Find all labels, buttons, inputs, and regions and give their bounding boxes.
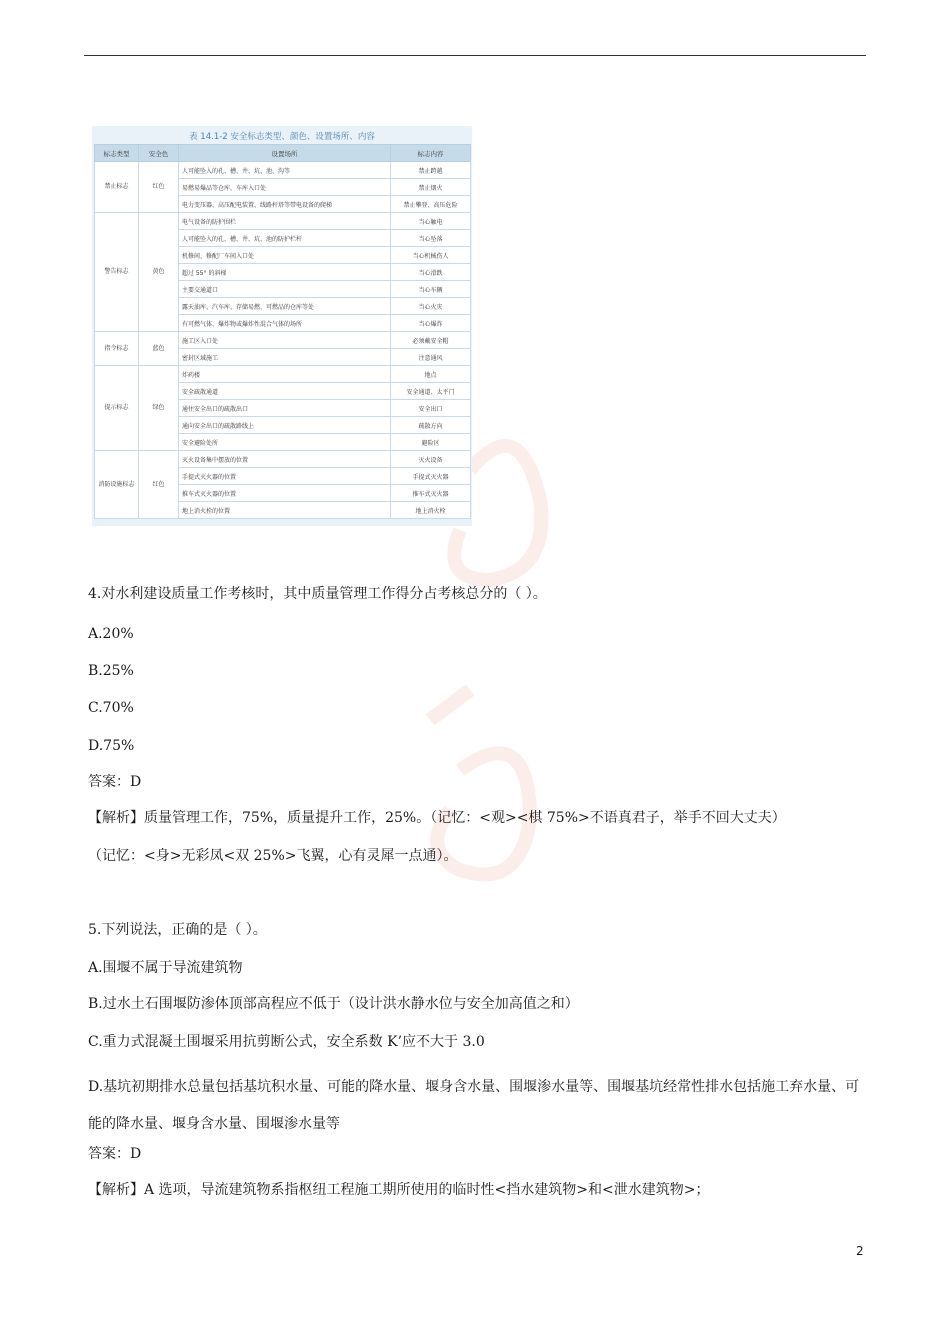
q5-option-d: D.基坑初期排水总量包括基坑积水量、可能的降水量、堰身含水量、围堰渗水量等、围堰基坑经常性排水包括施工弃水量、可能的降水量、堰身含水量、围堰渗水量等 — [88, 1079, 860, 1132]
content-cell: 当心坠落 — [391, 230, 471, 247]
content-cell: 禁止跨越 — [391, 162, 471, 179]
content-cell: 禁止烟火 — [391, 179, 471, 196]
place-cell: 机修间、修配厂车间入口处 — [179, 247, 391, 264]
table-header-row — [95, 145, 471, 162]
q4-option-a: A.20% — [88, 626, 134, 642]
sign-type-cell: 禁止标志 — [95, 162, 139, 213]
content-cell: 注意通风 — [391, 349, 471, 366]
q5-answer: 答案：D — [88, 1146, 142, 1162]
q4-option-d: D.75% — [88, 738, 135, 754]
content-cell: 地点 — [391, 366, 471, 383]
place-cell: 有可燃气体、爆炸物或爆炸性混合气体的场所 — [179, 315, 391, 332]
header-cell: 标志类型 — [95, 145, 139, 162]
safety-color-cell: 红色 — [139, 162, 179, 213]
place-cell: 灭火设备集中摆放的位置 — [179, 451, 391, 468]
q4-answer: 答案：D — [88, 774, 142, 790]
safety-sign-table — [94, 144, 471, 519]
place-cell: 人可能坠入的孔、槽、井、坑、池、沟等 — [179, 162, 391, 179]
safety-sign-table-image — [92, 126, 472, 526]
safety-color-cell: 蓝色 — [139, 332, 179, 366]
content-cell: 安全出口 — [391, 400, 471, 417]
header-rule — [84, 55, 866, 56]
sign-type-cell: 指令标志 — [95, 332, 139, 366]
page-number: 2 — [856, 1244, 864, 1258]
place-cell: 施工区入口处 — [179, 332, 391, 349]
place-cell: 推车式灭火器的位置 — [179, 485, 391, 502]
content-cell: 地上消火栓 — [391, 502, 471, 519]
place-cell: 通往安全出口的疏散出口 — [179, 400, 391, 417]
table-row — [95, 366, 471, 383]
place-cell: 电力变压器、高压配电装置、线路杆塔等带电设备的爬梯 — [179, 196, 391, 213]
place-cell: 超过 55° 的斜梯 — [179, 264, 391, 281]
content-cell: 当心机械伤人 — [391, 247, 471, 264]
table-body — [95, 162, 471, 519]
content-cell: 禁止攀登、高压危险 — [391, 196, 471, 213]
content-cell: 灭火设备 — [391, 451, 471, 468]
table-row — [95, 162, 471, 179]
safety-color-cell: 绿色 — [139, 366, 179, 451]
safety-color-cell: 黄色 — [139, 213, 179, 332]
content-cell: 推车式灭火器 — [391, 485, 471, 502]
content-cell: 疏散方向 — [391, 417, 471, 434]
table-caption: 表 14.1-2 安全标志类型、颜色、设置场所、内容 — [189, 132, 375, 142]
sign-type-cell: 提示标志 — [95, 366, 139, 451]
content-cell: 避险区 — [391, 434, 471, 451]
place-cell: 通向安全出口的疏散路线上 — [179, 417, 391, 434]
content-cell: 当心火灾 — [391, 298, 471, 315]
content-cell: 当心车辆 — [391, 281, 471, 298]
place-cell: 易燃易爆品等仓库、车库入口处 — [179, 179, 391, 196]
q4-analysis-line-1: 【解析】质量管理工作，75%，质量提升工作，25%。（记忆：<观><棋 75%>不语真君子，举手不回大丈夫） — [88, 810, 786, 826]
header-cell: 设置场所 — [179, 145, 391, 162]
q5-option-a: A.围堰不属于导流建筑物 — [88, 960, 243, 976]
content-cell: 当心爆炸 — [391, 315, 471, 332]
content-cell: 当心滑跌 — [391, 264, 471, 281]
table-row — [95, 213, 471, 230]
place-cell: 安全避险处所 — [179, 434, 391, 451]
content-cell: 当心触电 — [391, 213, 471, 230]
q5-stem: 5.下列说法，正确的是（ ）。 — [88, 922, 267, 938]
place-cell: 密封区域施工 — [179, 349, 391, 366]
table-row — [95, 332, 471, 349]
header-cell: 安全色 — [139, 145, 179, 162]
place-cell: 露天油库、汽车库、存储易燃、可燃品的仓库等处 — [179, 298, 391, 315]
sign-type-cell: 警告标志 — [95, 213, 139, 332]
place-cell: 手提式灭火器的位置 — [179, 468, 391, 485]
content-cell: 手提式灭火器 — [391, 468, 471, 485]
q4-analysis-line-2: （记忆：<身>无彩凤<双 25%>飞翼，心有灵犀一点通）。 — [88, 848, 458, 864]
place-cell: 人可能坠入的孔、槽、井、坑、池的防护栏杆 — [179, 230, 391, 247]
place-cell: 主要交通道口 — [179, 281, 391, 298]
q4-stem: 4.对水利建设质量工作考核时，其中质量管理工作得分占考核总分的（ ）。 — [88, 586, 547, 602]
content-cell: 必须戴安全帽 — [391, 332, 471, 349]
content-cell: 安全通道、太平门 — [391, 383, 471, 400]
q4-option-c: C.70% — [88, 700, 134, 716]
table-row — [95, 451, 471, 468]
sign-type-cell: 消防设施标志 — [95, 451, 139, 519]
header-cell: 标志内容 — [391, 145, 471, 162]
q5-analysis: 【解析】A 选项，导流建筑物系指枢纽工程施工期所使用的临时性<挡水建筑物>和<泄水建筑物>； — [88, 1182, 710, 1198]
q4-option-b: B.25% — [88, 663, 134, 679]
q5-option-b: B.过水土石围堰防渗体顶部高程应不低于（设计洪水静水位与安全加高值之和） — [88, 996, 579, 1012]
place-cell: 地上消火栓的位置 — [179, 502, 391, 519]
place-cell: 电气设备的防护围栏 — [179, 213, 391, 230]
q5-option-c: C.重力式混凝土围堰采用抗剪断公式，安全系数 K’应不大于 3.0 — [88, 1034, 485, 1050]
place-cell: 安全疏散通道 — [179, 383, 391, 400]
safety-color-cell: 红色 — [139, 451, 179, 519]
place-cell: 炸药楼 — [179, 366, 391, 383]
